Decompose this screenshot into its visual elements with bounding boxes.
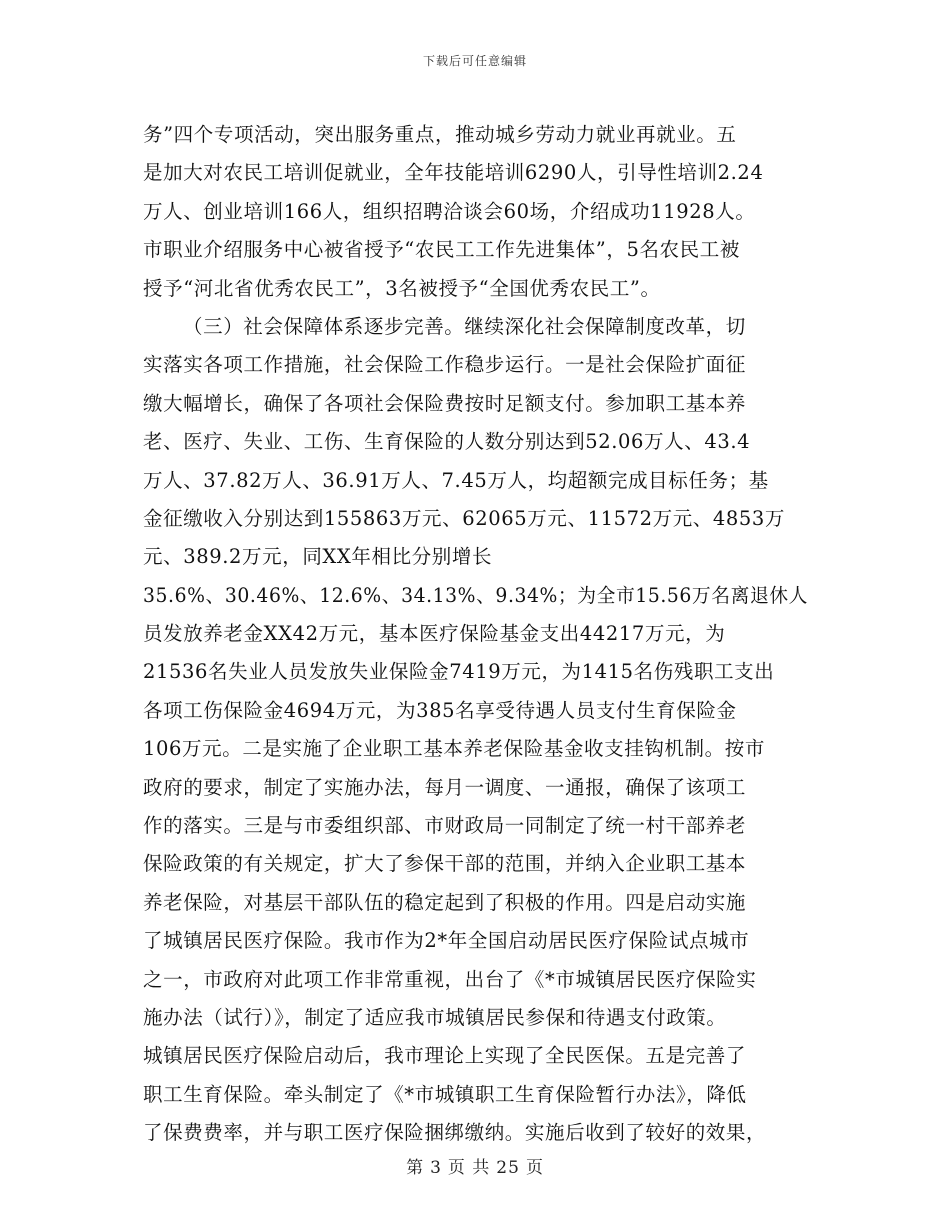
- text-line: 了保费费率，并与职工医疗保险捆绑缴纳。实施后收到了较好的效果，: [143, 1121, 767, 1145]
- text-line: 保险政策的有关规定，扩大了参保干部的范围，并纳入企业职工基本: [143, 852, 747, 876]
- footer-prefix: 第: [406, 1158, 425, 1178]
- text-line: 缴大幅增长，确保了各项社会保险费按时足额支付。参加职工基本养: [143, 391, 747, 415]
- text-line: 养老保险，对基层干部队伍的稳定起到了积极的作用。四是启动实施: [143, 890, 747, 914]
- text-line: 城镇居民医疗保险启动后，我市理论上实现了全民医保。五是完善了: [143, 1044, 747, 1068]
- text-line: 员发放养老金XX42万元，基本医疗保险基金支出44217万元，为: [143, 622, 726, 646]
- total-page-count: 25: [496, 1158, 520, 1178]
- text-line: 老、医疗、失业、工伤、生育保险的人数分别达到52.06万人、43.4: [143, 430, 751, 454]
- text-line: 21536名失业人员发放失业保险金7419万元，为1415名伤残职工支出: [143, 660, 775, 684]
- text-line: 务”四个专项活动，突出服务重点，推动城乡劳动力就业再就业。五: [143, 123, 737, 146]
- footer-suffix: 页: [525, 1158, 544, 1178]
- text-line: 施办法（试行）》，制定了适应我市城镇居民参保和待遇支付政策。: [143, 1005, 727, 1029]
- text-line: 授予“河北省优秀农民工”，3名被授予“全国优秀农民工”。: [143, 276, 661, 300]
- text-line: 了城镇居民医疗保险。我市作为2*年全国启动居民医疗保险试点城市: [143, 929, 750, 953]
- text-line: 实落实各项工作措施，社会保险工作稳步运行。一是社会保险扩面征: [143, 353, 747, 377]
- text-line: 106万元。二是实施了企业职工基本养老保险基金收支挂钩机制。按市: [143, 737, 765, 761]
- text-line: 各项工伤保险金4694万元，为385名享受待遇人员支付生育保险金: [143, 698, 737, 722]
- text-line: 万人、创业培训166人，组织招聘洽谈会60场，介绍成功11928人。: [143, 199, 756, 223]
- text-line: 市职业介绍服务中心被省授予“农民工工作先进集体”，5名农民工被: [143, 238, 740, 262]
- page-footer: [0, 1153, 950, 1178]
- footer-middle: 页 共: [447, 1158, 491, 1178]
- page-header-note: 下载后可任意编辑: [422, 54, 527, 68]
- current-page-number: 3: [430, 1158, 442, 1178]
- text-line: 万人、37.82万人、36.91万人、7.45万人，均超额完成目标任务；基: [143, 468, 769, 492]
- text-line: 之一，市政府对此项工作非常重视，出台了《*市城镇居民医疗保险实: [143, 967, 757, 991]
- section-heading-line: （三）社会保障体系逐步完善。继续深化社会保障制度改革，切: [183, 314, 746, 338]
- text-line: 职工生育保险。牵头制定了《*市城镇职工生育保险暂行办法》，降低: [143, 1082, 747, 1106]
- text-line: 金征缴收入分别达到155863万元、62065万元、11572万元、4853万: [143, 506, 786, 530]
- document-body: [143, 116, 808, 1153]
- text-line: 35.6%、30.46%、12.6%、34.13%、9.34%；为全市15.56万名离退休人: [143, 583, 809, 607]
- text-line: 作的落实。三是与市委组织部、市财政局一同制定了统一村干部养老: [143, 814, 747, 838]
- text-line: 元、389.2万元，同XX年相比分别增长: [143, 545, 493, 569]
- text-line: 政府的要求，制定了实施办法，每月一调度、一通报，确保了该项工: [143, 775, 747, 799]
- text-line: 是加大对农民工培训促就业，全年技能培训6290人，引导性培训2.24: [143, 161, 764, 185]
